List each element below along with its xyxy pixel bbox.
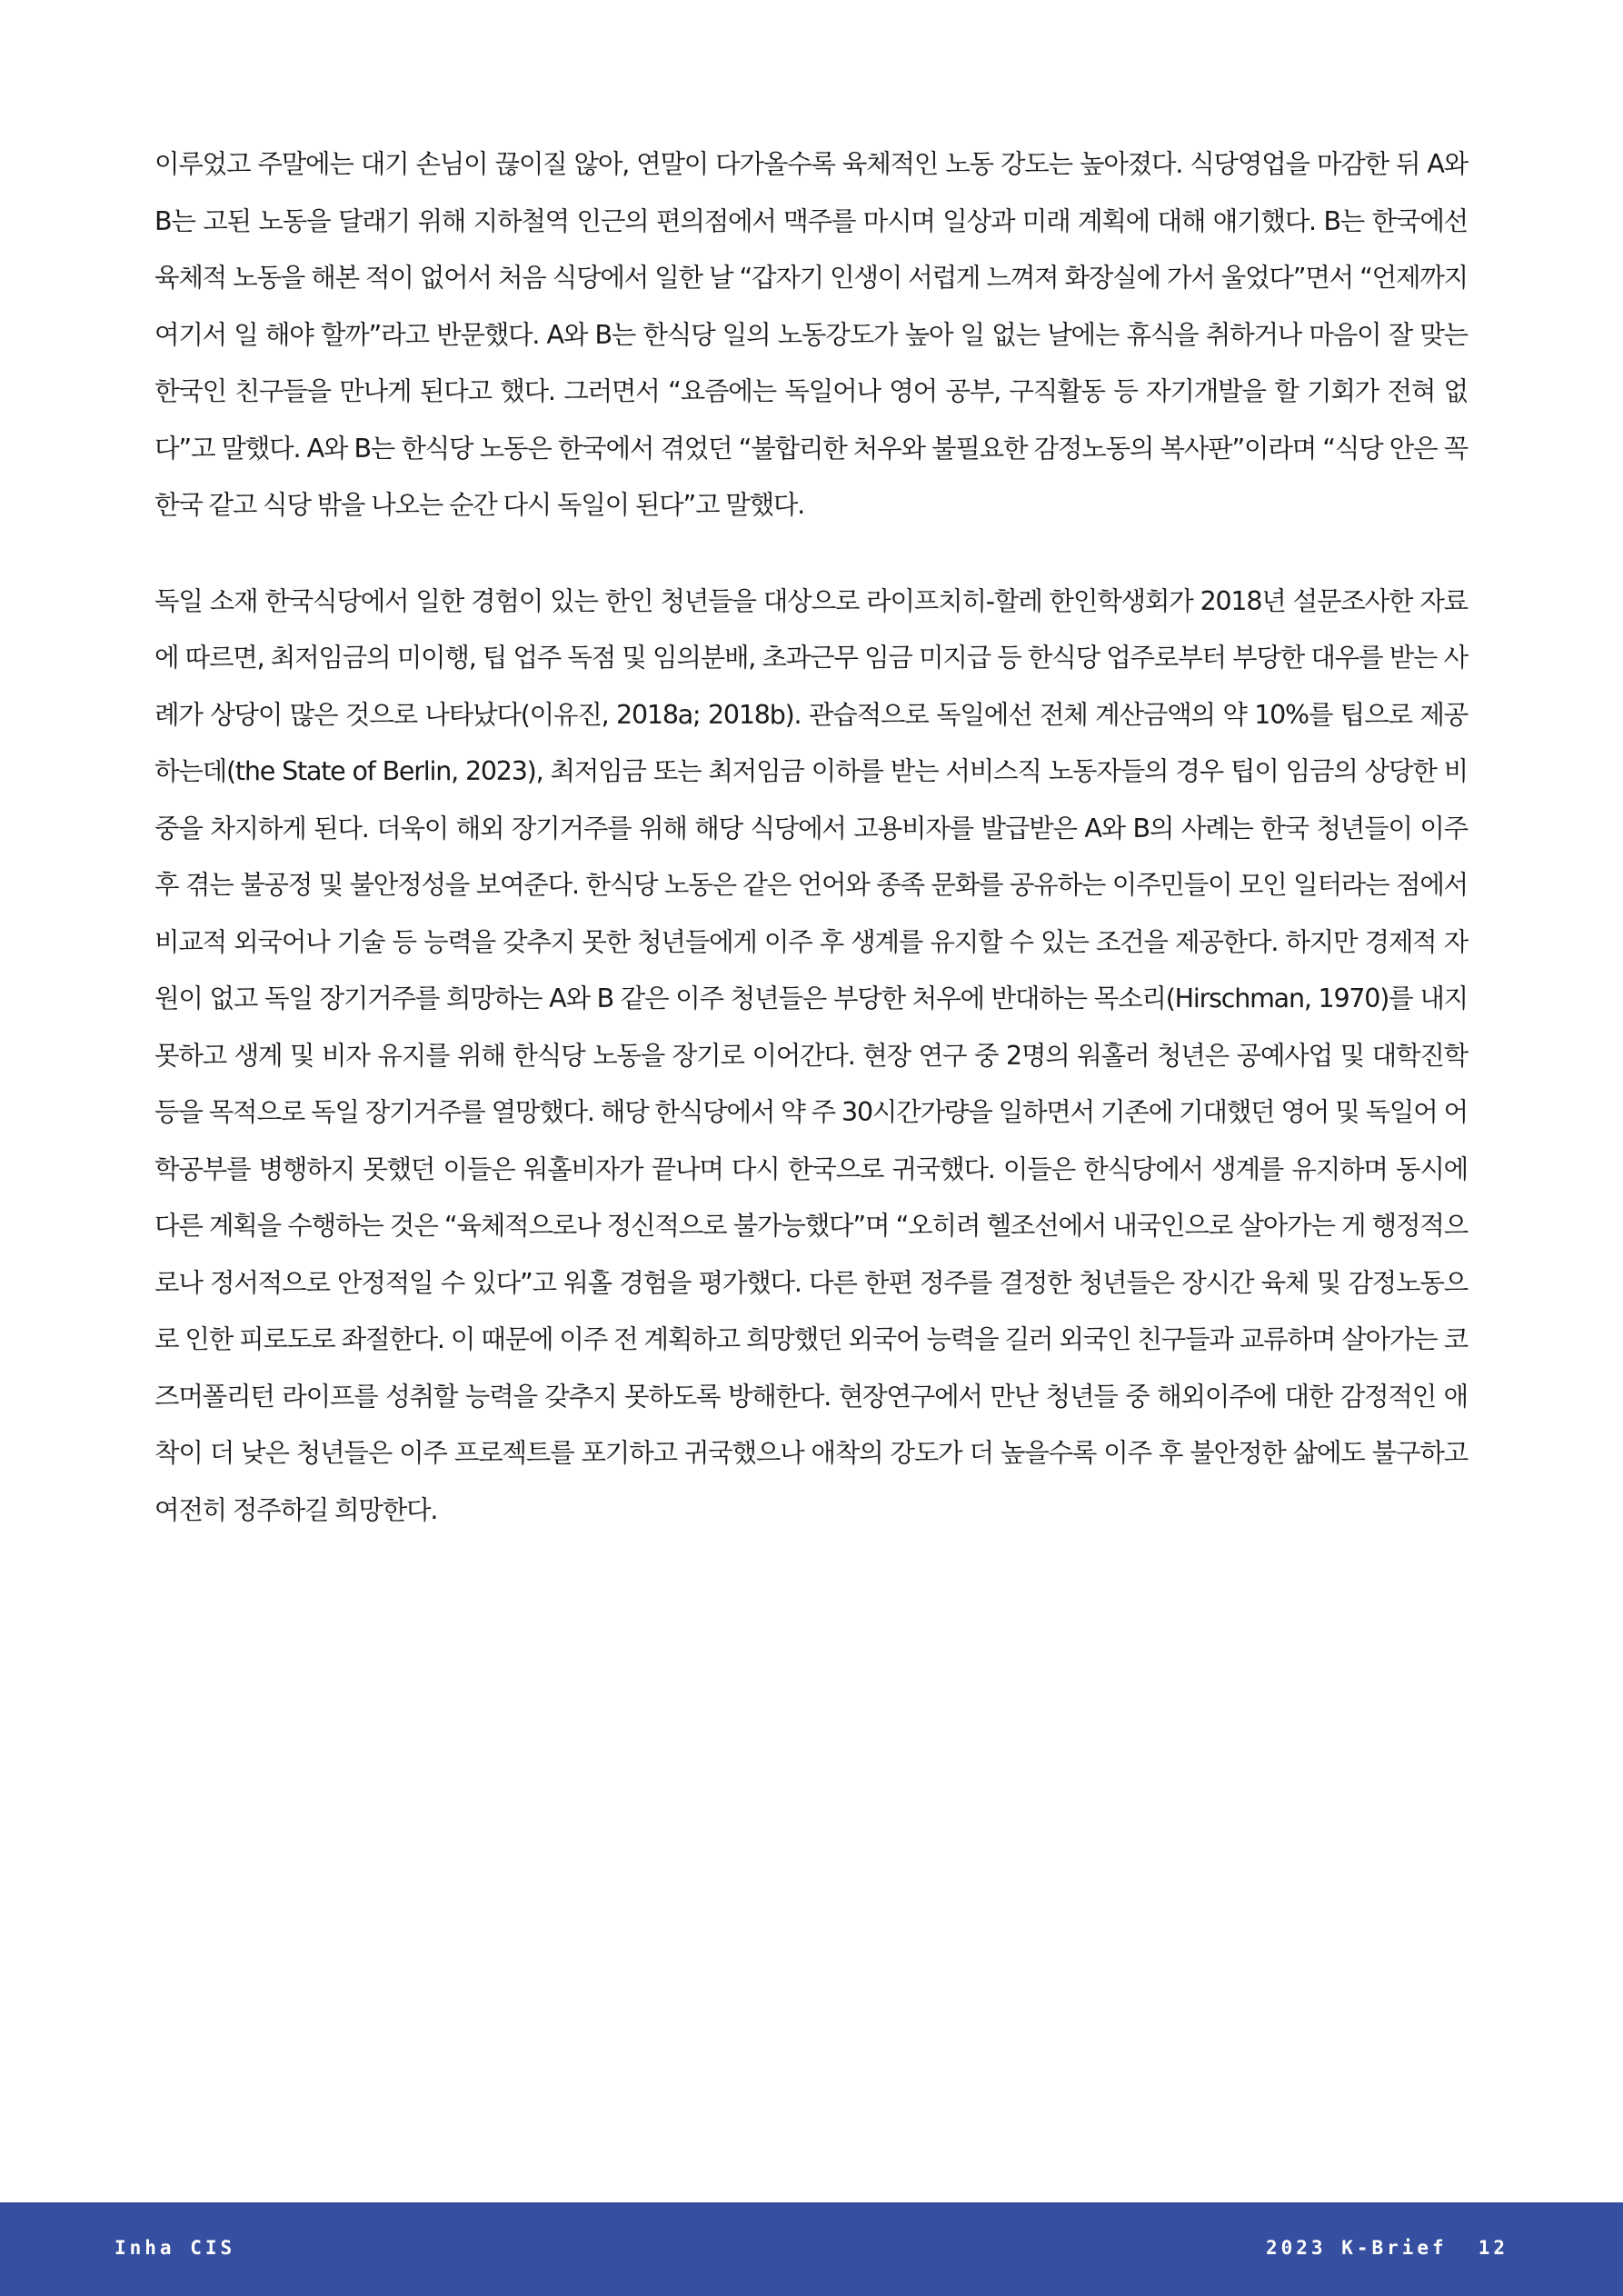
footer-publication-title: 2023 K-Brief <box>1265 2237 1448 2259</box>
footer-right-group <box>1266 2237 1508 2259</box>
body-paragraph-1: 이루었고 주말에는 대기 손님이 끊이질 않아, 연말이 다가올수록 육체적인 노동 강도는 높아졌다. 식당영업을 마감한 뒤 A와 B는 고된 노동을 달래기 위해 지하철역 인근의 편의점에서 맥주를 마시며 일상과 미래 계획에 대해 얘기했다. B는 한국에선 육체적 노동을 해본 적이 없어서 처음 식당에서 일한 날 “갑자기 인생이 서럽게 느껴져 화장실에 가서 울었다”면서 “언제까지 여기서 일 해야 할까”라고 반문했다. A와 B는 한식당 일의 노동강도가 높아 일 없는 날에는 휴식을 취하거나 마음이 잘 맞는 한국인 친구들을 만나게 된다고 했다. 그러면서 “요즘에는 독일어나 영어 공부, 구직활동 등 자기개발을 할 기회가 전혀 없다”고 말했다. A와 B는 한식당 노동은 한국에서 겪었던 “불합리한 처우와 불필요한 감정노동의 복사판”이라며 “식당 안은 꼭 한국 같고 식당 밖을 나오는 순간 다시 독일이 된다”고 말했다. <box>154 149 1468 520</box>
footer-organization: Inha CIS <box>115 2237 236 2259</box>
article-body <box>154 136 1468 1539</box>
footer-page-number: 12 <box>1478 2237 1508 2259</box>
page-footer <box>0 2202 1623 2296</box>
body-paragraph-2: 독일 소재 한국식당에서 일한 경험이 있는 한인 청년들을 대상으로 라이프치히-할레 한인학생회가 2018년 설문조사한 자료에 따르면, 최저임금의 미이행, 팁 업주 독점 및 임의분배, 초과근무 임금 미지급 등 한식당 업주로부터 부당한 대우를 받는 사례가 상당이 많은 것으로 나타났다(이유진, 2018a; 2018b). 관습적으로 독일에선 전체 계산금액의 약 10%를 팁으로 제공하는데(the State of Berlin, 2023), 최저임금 또는 최저임금 이하를 받는 서비스직 노동자들의 경우 팁이 임금의 상당한 비중을 차지하게 된다. 더욱이 해외 장기거주를 위해 해당 식당에서 고용비자를 발급받은 A와 B의 사례는 한국 청년들이 이주 후 겪는 불공정 및 불안정성을 보여준다. 한식당 노동은 같은 언어와 종족 문화를 공유하는 이주민들이 모인 일터라는 점에서 비교적 외국어나 기술 등 능력을 갖추지 못한 청년들에게 이주 후 생계를 유지할 수 있는 조건을 제공한다. 하지만 경제적 자원이 없고 독일 장기거주를 희망하는 A와 B 같은 이주 청년들은 부당한 처우에 반대하는 목소리(Hirschman, 1970)를 내지 못하고 생계 및 비자 유지를 위해 한식당 노동을 장기로 이어간다. 현장 연구 중 2명의 워홀러 청년은 공예사업 및 대학진학 등을 목적으로 독일 장기거주를 열망했다. 해당 한식당에서 약 주 30시간가량을 일하면서 기존에 기대했던 영어 및 독일어 어학공부를 병행하지 못했던 이들은 워홀비자가 끝나며 다시 한국으로 귀국했다. 이들은 한식당에서 생계를 유지하며 동시에 다른 계획을 수행하는 것은 “육체적으로나 정신적으로 불가능했다”며 “오히려 헬조선에서 내국인으로 살아가는 게 행정적으로나 정서적으로 안정적일 수 있다”고 워홀 경험을 평가했다. 다른 한편 정주를 결정한 청년들은 장시간 육체 및 감정노동으로 인한 피로도로 좌절한다. 이 때문에 이주 전 계획하고 희망했던 외국어 능력을 길러 외국인 친구들과 교류하며 살아가는 코즈머폴리턴 라이프를 성취할 능력을 갖추지 못하도록 방해한다. 현장연구에서 만난 청년들 중 해외이주에 대한 감정적인 애착이 더 낮은 청년들은 이주 프로젝트를 포기하고 귀국했으나 애착의 강도가 더 높을수록 이주 후 불안정한 삶에도 불구하고 여전히 정주하길 희망한다. <box>154 585 1468 1525</box>
